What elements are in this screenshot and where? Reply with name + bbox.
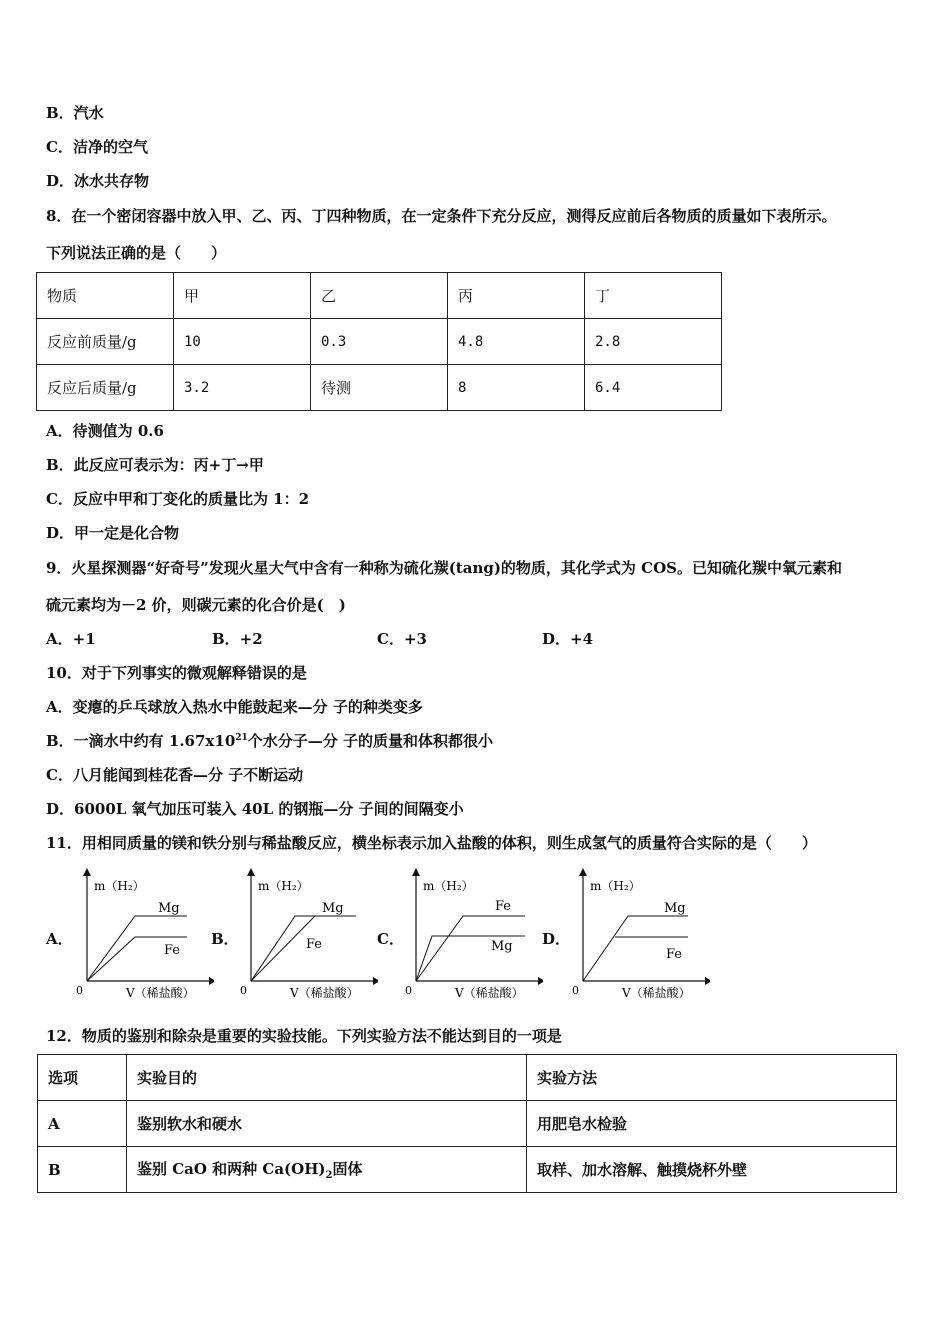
y-axis-label: m（H₂）	[423, 879, 474, 893]
q10-option-b-text-end: 个水分子—分 子的质量和体积都很小	[247, 732, 494, 750]
table-cell: 3.2	[174, 365, 311, 411]
table-cell	[127, 1147, 527, 1193]
table-header: 物质	[37, 273, 174, 319]
origin-label: 0	[405, 984, 412, 997]
table-cell: 用肥皂水检验	[527, 1101, 897, 1147]
table-row	[38, 1055, 897, 1101]
q11-graph-d-label: D．	[542, 930, 571, 948]
table-cell: 10	[174, 319, 311, 365]
q9-stem-line2: 硫元素均为－2 价，则碳元素的化合价是( )	[46, 596, 346, 614]
q10-option-a: A．变瘪的乒乓球放入热水中能鼓起来—分 子的种类变多	[46, 698, 423, 716]
y-axis-label: m（H₂）	[590, 879, 641, 893]
x-axis-arrow	[209, 977, 214, 985]
table-cell: 0.3	[311, 319, 448, 365]
q8-table	[36, 272, 722, 411]
series-label-lower: Mg	[491, 939, 513, 954]
q8-option-b: B．此反应可表示为：丙+丁→甲	[46, 456, 264, 474]
table-header: 丙	[448, 273, 585, 319]
series-label-upper: Fe	[495, 899, 512, 914]
q8-option-d: D．甲一定是化合物	[46, 524, 180, 542]
q11-graph-a	[74, 866, 214, 1006]
series-line-upper	[251, 916, 356, 981]
x-axis-arrow	[373, 977, 378, 985]
table-row	[38, 1101, 897, 1147]
table-row	[37, 365, 722, 411]
y-axis-arrow	[579, 868, 587, 876]
q11-graph-b-label: B．	[211, 930, 239, 948]
table-header: 实验目的	[127, 1055, 527, 1101]
origin-label: 0	[240, 984, 247, 997]
q8-option-c: C．反应中甲和丁变化的质量比为 1：2	[46, 490, 310, 508]
table-cell: 6.4	[585, 365, 722, 411]
table-cell: 4.8	[448, 319, 585, 365]
q11-graph-c	[403, 866, 543, 1006]
series-label-upper: Mg	[158, 901, 180, 916]
q8-stem-line1: 8．在一个密闭容器中放入甲、乙、丙、丁四种物质，在一定条件下充分反应，测得反应前后各物质的质量如下表所示。	[46, 207, 837, 225]
q7-option-d: D．冰水共存物	[46, 172, 150, 190]
table-cell: 反应前质量/g	[37, 319, 174, 365]
table-cell: 待测	[311, 365, 448, 411]
q11-graph-d	[570, 866, 710, 1006]
y-axis-arrow	[412, 868, 420, 876]
table-header: 乙	[311, 273, 448, 319]
table-cell-text-end: 固体	[332, 1160, 363, 1178]
q7-option-b: B．汽水	[46, 104, 104, 122]
table-row	[37, 273, 722, 319]
y-axis-label: m（H₂）	[94, 879, 145, 893]
table-cell: 取样、加水溶解、触摸烧杯外壁	[527, 1147, 897, 1193]
y-axis-arrow	[83, 868, 91, 876]
series-label-lower: Fe	[666, 947, 683, 962]
x-axis-arrow	[538, 977, 543, 985]
table-cell: B	[38, 1147, 127, 1193]
q8-stem-line2: 下列说法正确的是（ ）	[46, 244, 227, 262]
table-cell: 反应后质量/g	[37, 365, 174, 411]
x-axis-label: V（稀盐酸）	[290, 986, 359, 1000]
q9-options	[0, 628, 950, 648]
q10-stem: 10．对于下列事实的微观解释错误的是	[46, 664, 307, 682]
table-header: 选项	[38, 1055, 127, 1101]
q9-option-d: D．+4	[542, 630, 594, 648]
y-axis-arrow	[247, 868, 255, 876]
q12-stem: 12．物质的鉴别和除杂是重要的实验技能。下列实验方法不能达到目的一项是	[46, 1027, 562, 1045]
y-axis-label: m（H₂）	[258, 879, 309, 893]
x-axis-arrow	[705, 977, 710, 985]
q10-option-b	[46, 730, 493, 751]
q9-stem-line1: 9．火星探测器“好奇号”发现火星大气中含有一种称为硫化羰(tang)的物质，其化学式为 COS。已知硫化羰中氧元素和	[46, 559, 842, 577]
table-header: 甲	[174, 273, 311, 319]
table-cell: A	[38, 1101, 127, 1147]
series-label-lower: Fe	[164, 943, 181, 958]
q9-option-b: B．+2	[212, 630, 263, 648]
series-label-upper: Mg	[664, 901, 686, 916]
origin-label: 0	[572, 984, 579, 997]
q10-option-c: C．八月能闻到桂花香—分 子不断运动	[46, 766, 304, 784]
table-row	[37, 319, 722, 365]
q10-option-b-exponent: 21	[235, 733, 248, 743]
subscript: 2	[325, 1170, 333, 1181]
q7-option-c: C．洁净的空气	[46, 138, 148, 156]
q11-graph-c-label: C．	[377, 930, 404, 948]
table-header: 实验方法	[527, 1055, 897, 1101]
origin-label: 0	[76, 984, 83, 997]
q9-option-c: C．+3	[377, 630, 427, 648]
table-cell: 8	[448, 365, 585, 411]
x-axis-label: V（稀盐酸）	[622, 986, 691, 1000]
table-row	[38, 1147, 897, 1193]
q10-option-d: D．6000L 氧气加压可装入 40L 的钢瓶—分 子间的间隔变小	[46, 800, 464, 818]
table-cell: 鉴别软水和硬水	[127, 1101, 527, 1147]
q11-graph-b	[238, 866, 378, 1006]
series-label-upper: Mg	[322, 901, 344, 916]
x-axis-label: V（稀盐酸）	[455, 986, 524, 1000]
q8-option-a: A．待测值为 0.6	[46, 422, 164, 440]
q10-option-b-text: B．一滴水中约有 1.67x10	[46, 732, 236, 750]
q11-graph-a-label: A．	[46, 930, 73, 948]
x-axis-label: V（稀盐酸）	[126, 986, 195, 1000]
q12-table	[37, 1054, 897, 1193]
series-label-lower: Fe	[306, 937, 323, 952]
table-cell-text: 鉴别 CaO 和两种 Ca(OH)	[137, 1160, 326, 1178]
table-cell: 2.8	[585, 319, 722, 365]
q9-option-a: A．+1	[46, 630, 96, 648]
table-header: 丁	[585, 273, 722, 319]
q11-stem: 11．用相同质量的镁和铁分别与稀盐酸反应，横坐标表示加入盐酸的体积，则生成氢气的质量符合实际的是（ ）	[46, 834, 817, 852]
